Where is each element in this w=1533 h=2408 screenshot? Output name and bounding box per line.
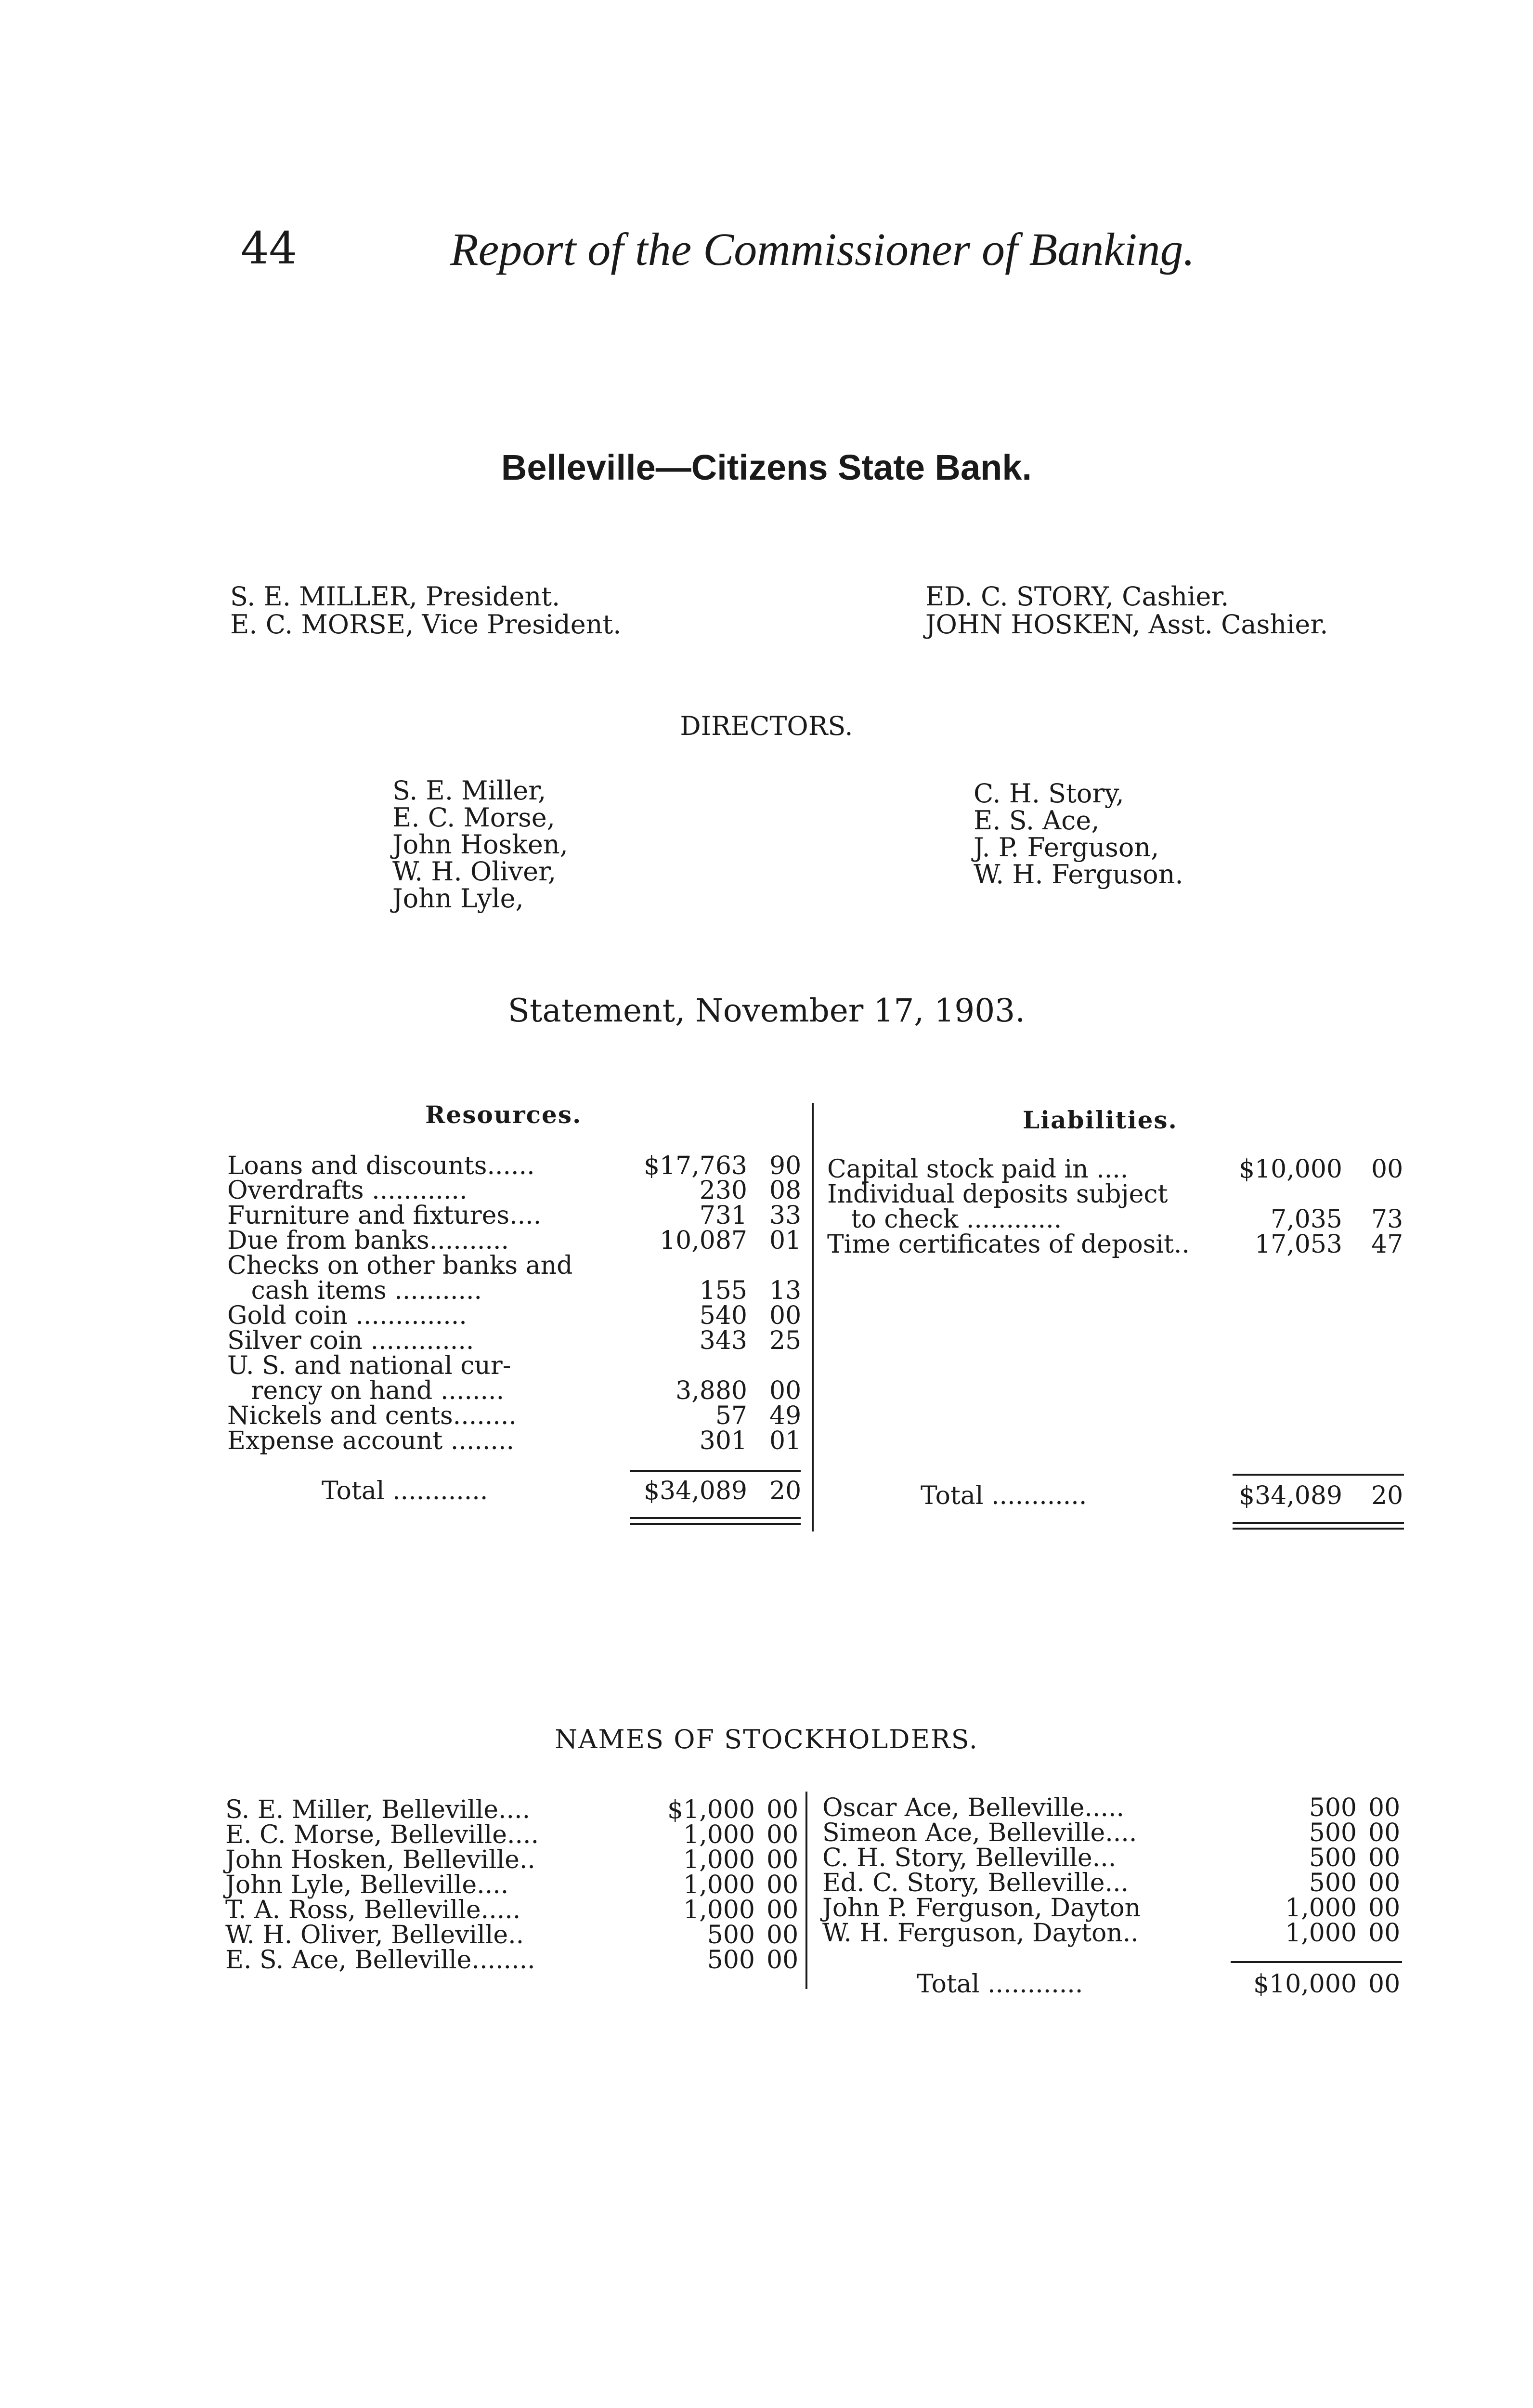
liability-cents: 47 — [1371, 1230, 1403, 1259]
stockholder-cents: 00 — [1368, 1919, 1401, 1948]
stockholder-dollars: 1,000 — [683, 1871, 755, 1899]
resource-dollars: 3,880 — [676, 1376, 747, 1405]
liability-dollars: 17,053 — [1255, 1230, 1342, 1259]
stockholders-total-dollars: $10,000 — [1253, 1970, 1357, 1999]
resource-label: cash items ........... — [227, 1276, 482, 1305]
resources-total-cents: 20 — [769, 1477, 802, 1505]
resources-total-rule — [630, 1470, 801, 1472]
liability-label: Individual deposits subject — [827, 1180, 1168, 1209]
stockholder-dollars: 500 — [1309, 1844, 1357, 1872]
stockholder-dollars: 1,000 — [683, 1820, 755, 1849]
officer-president: S. E. MILLER, President. — [230, 581, 560, 612]
resources-double-rule-2 — [630, 1523, 801, 1525]
resource-dollars: 57 — [715, 1401, 747, 1430]
table-row — [822, 1871, 1410, 1896]
resource-dollars: 731 — [699, 1201, 747, 1230]
stockholder-name: Simeon Ace, Belleville.... — [822, 1819, 1137, 1847]
table-row — [827, 1207, 1405, 1232]
stockholder-dollars: 500 — [1309, 1869, 1357, 1898]
table-row — [227, 1253, 805, 1278]
liabilities-total-label: Total ............ — [921, 1481, 1087, 1510]
director-item: J. P. Ferguson, — [974, 832, 1159, 863]
stockholder-cents: 00 — [1368, 1819, 1401, 1847]
stockholder-dollars: 1,000 — [1285, 1894, 1357, 1923]
resource-dollars: 155 — [699, 1276, 747, 1305]
liability-cents: 00 — [1371, 1155, 1403, 1184]
table-row — [227, 1203, 805, 1228]
stockholders-total-cents: 00 — [1368, 1970, 1401, 1999]
liability-label: Time certificates of deposit.. — [827, 1230, 1190, 1259]
resource-dollars: $17,763 — [643, 1152, 747, 1180]
statement-title: Statement, November 17, 1903. — [507, 992, 1026, 1029]
resource-dollars: 10,087 — [660, 1226, 747, 1255]
stockholder-name: John Lyle, Belleville.... — [225, 1871, 509, 1899]
stockholder-cents: 00 — [1368, 1869, 1401, 1898]
table-row — [227, 1278, 805, 1303]
officers-left — [230, 583, 621, 639]
table-row — [227, 1428, 805, 1453]
table-row — [227, 1153, 805, 1178]
resource-label: Checks on other banks and — [227, 1251, 573, 1280]
liability-cents: 73 — [1371, 1205, 1403, 1234]
table-row — [227, 1178, 805, 1203]
officer-cashier: ED. C. STORY, Cashier. — [925, 581, 1229, 612]
stockholder-dollars: 500 — [1309, 1793, 1357, 1822]
resource-label: Nickels and cents........ — [227, 1401, 517, 1430]
stockholder-dollars: 1,000 — [1285, 1919, 1357, 1948]
resources-total-dollars: $34,089 — [643, 1477, 747, 1505]
table-row — [227, 1353, 805, 1378]
director-item: C. H. Story, — [974, 778, 1124, 809]
stockholder-cents: 00 — [766, 1921, 799, 1950]
stockholder-dollars: 500 — [1309, 1819, 1357, 1847]
resource-label: Silver coin ............. — [227, 1326, 474, 1355]
table-row — [227, 1328, 805, 1353]
resource-cents: 33 — [769, 1201, 802, 1230]
resource-dollars: 230 — [699, 1176, 747, 1205]
stockholder-name: John P. Ferguson, Dayton — [822, 1894, 1141, 1923]
officer-vice-president: E. C. MORSE, Vice President. — [230, 609, 622, 640]
director-item: E. S. Ace, — [974, 805, 1100, 836]
stockholder-name: T. A. Ross, Belleville..... — [225, 1896, 521, 1924]
table-row — [225, 1923, 803, 1948]
director-item: W. H. Oliver, — [392, 856, 557, 887]
table-row — [822, 1795, 1410, 1820]
table-row — [225, 1822, 803, 1847]
directors-left — [392, 777, 568, 912]
resource-cents: 00 — [769, 1376, 802, 1405]
table-row — [822, 1896, 1410, 1921]
table-row — [225, 1948, 803, 1973]
liabilities-total-rule — [1233, 1474, 1404, 1476]
table-row — [227, 1403, 805, 1428]
table-row — [225, 1847, 803, 1872]
resource-label: Loans and discounts...... — [227, 1152, 535, 1180]
stockholder-name: Ed. C. Story, Belleville... — [822, 1869, 1129, 1898]
director-item: E. C. Morse, — [392, 802, 555, 833]
stockholder-cents: 00 — [1368, 1844, 1401, 1872]
stockholder-name: E. S. Ace, Belleville........ — [225, 1946, 535, 1975]
resource-cents: 49 — [769, 1401, 802, 1430]
resource-label: Furniture and fixtures.... — [227, 1201, 542, 1230]
liability-label: Capital stock paid in .... — [827, 1155, 1129, 1184]
stockholder-dollars: $1,000 — [667, 1795, 755, 1824]
resource-label: Expense account ........ — [227, 1426, 515, 1455]
stockholders-total-rule — [1231, 1961, 1402, 1963]
director-item: W. H. Ferguson. — [974, 859, 1183, 890]
stockholder-dollars: 500 — [707, 1946, 755, 1975]
resource-dollars: 343 — [699, 1326, 747, 1355]
stockholder-name: C. H. Story, Belleville... — [822, 1844, 1117, 1872]
bank-title: Belleville—Citizens State Bank. — [501, 447, 1032, 487]
resources-total-label: Total ............ — [322, 1477, 488, 1505]
stockholders-heading: NAMES OF STOCKHOLDERS. — [555, 1724, 978, 1754]
table-row — [827, 1182, 1405, 1207]
table-row — [822, 1845, 1410, 1871]
table-row — [227, 1378, 805, 1403]
table-row — [225, 1898, 803, 1923]
table-row — [225, 1797, 803, 1822]
director-item: S. E. Miller, — [392, 775, 546, 806]
liability-dollars: 7,035 — [1271, 1205, 1342, 1234]
liabilities-double-rule-2 — [1233, 1528, 1404, 1530]
stockholder-cents: 00 — [766, 1946, 799, 1975]
resource-label: Overdrafts ............ — [227, 1176, 468, 1205]
resource-label: U. S. and national cur- — [227, 1351, 511, 1380]
stockholder-name: S. E. Miller, Belleville.... — [225, 1795, 531, 1824]
liabilities-total-row — [921, 1483, 1407, 1508]
stockholder-dollars: 500 — [707, 1921, 755, 1950]
table-row — [827, 1232, 1405, 1257]
stockholder-cents: 00 — [766, 1820, 799, 1849]
resource-dollars: 540 — [699, 1301, 747, 1330]
resource-cents: 01 — [769, 1226, 802, 1255]
director-item: John Lyle, — [392, 883, 524, 914]
liabilities-double-rule-1 — [1233, 1522, 1404, 1524]
resource-label: Gold coin .............. — [227, 1301, 467, 1330]
statement-divider — [812, 1103, 814, 1531]
stockholder-cents: 00 — [766, 1896, 799, 1924]
directors-heading: DIRECTORS. — [680, 711, 853, 741]
stockholder-cents: 00 — [766, 1845, 799, 1874]
liabilities-total-dollars: $34,089 — [1238, 1481, 1342, 1510]
stockholder-cents: 00 — [1368, 1793, 1401, 1822]
stockholders-total-label: Total ............ — [917, 1970, 1083, 1999]
stockholders-divider — [805, 1792, 807, 1989]
table-row — [827, 1157, 1405, 1182]
stockholder-cents: 00 — [766, 1871, 799, 1899]
resource-label: Due from banks.......... — [227, 1226, 509, 1255]
stockholder-cents: 00 — [766, 1795, 799, 1824]
stockholder-name: W. H. Ferguson, Dayton.. — [822, 1919, 1139, 1948]
resource-cents: 25 — [769, 1326, 802, 1355]
stockholder-cents: 00 — [1368, 1894, 1401, 1923]
stockholder-name: E. C. Morse, Belleville.... — [225, 1820, 539, 1849]
liabilities-total-cents: 20 — [1371, 1481, 1403, 1510]
resource-cents: 13 — [769, 1276, 802, 1305]
table-row — [227, 1303, 805, 1328]
resource-cents: 90 — [769, 1152, 802, 1180]
stockholder-dollars: 1,000 — [683, 1896, 755, 1924]
page-number: 44 — [241, 222, 298, 274]
resource-cents: 00 — [769, 1301, 802, 1330]
liability-label: to check ............ — [827, 1205, 1062, 1234]
running-title: Report of the Commissioner of Banking. — [450, 223, 1195, 275]
stockholder-dollars: 1,000 — [683, 1845, 755, 1874]
table-row — [225, 1872, 803, 1898]
resources-total-row — [322, 1479, 808, 1504]
table-row — [822, 1921, 1410, 1946]
stockholder-name: Oscar Ace, Belleville..... — [822, 1793, 1125, 1822]
resources-heading: Resources. — [425, 1100, 582, 1129]
table-row — [227, 1228, 805, 1253]
director-item: John Hosken, — [392, 829, 568, 860]
resource-cents: 01 — [769, 1426, 802, 1455]
resource-dollars: 301 — [699, 1426, 747, 1455]
resource-cents: 08 — [769, 1176, 802, 1205]
table-row — [822, 1820, 1410, 1845]
stockholder-name: W. H. Oliver, Belleville.. — [225, 1921, 524, 1950]
resources-double-rule-1 — [630, 1517, 801, 1519]
stockholders-total-row — [917, 1972, 1410, 1997]
liabilities-heading: Liabilities. — [1023, 1106, 1178, 1134]
stockholder-name: John Hosken, Belleville.. — [225, 1845, 535, 1874]
resource-label: rency on hand ........ — [227, 1376, 505, 1405]
liability-dollars: $10,000 — [1238, 1155, 1342, 1184]
directors-right — [974, 780, 1183, 888]
officer-asst-cashier: JOHN HOSKEN, Asst. Cashier. — [925, 609, 1328, 640]
officers-right — [925, 583, 1328, 639]
